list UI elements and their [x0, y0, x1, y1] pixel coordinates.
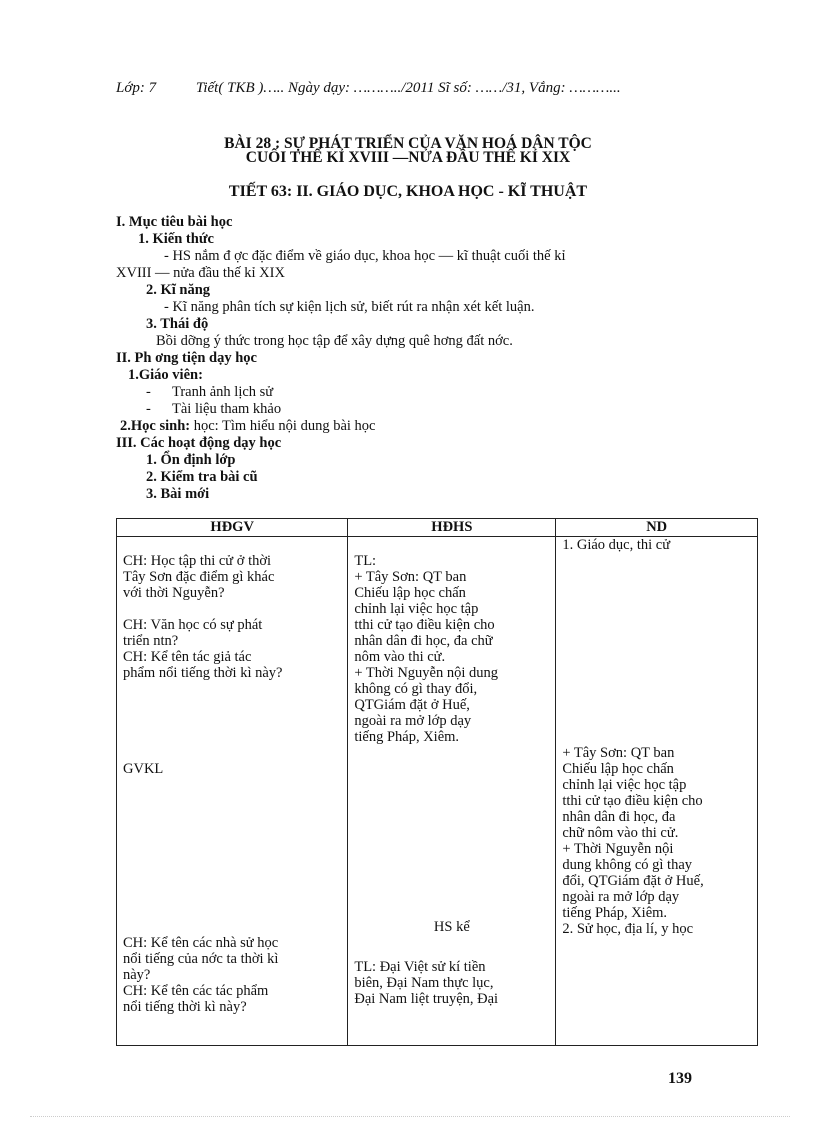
- student-cell: [348, 537, 556, 1046]
- subsection-teacher: 1.Giáo viên:: [128, 367, 203, 383]
- teacher-item: - Tài liệu tham khảo: [146, 401, 282, 417]
- teacher-questions-a: CH: Học tập thi cử ở thời Tây Sơn đặc điểm gì khác với thời Nguyễn? CH: Văn học có sự phát triển ntn? CH: Kể tên tác giả tác phẩm nổi tiếng thời kì này? GVKL: [123, 553, 283, 777]
- lesson-title-line-2: CUỐI THẾ KỈ XVIII —NỬA ĐẦU THẾ KỈ XIX: [245, 149, 571, 166]
- lesson-outline: [116, 214, 716, 503]
- subsection-skills: 2. Kĩ năng: [146, 282, 211, 298]
- activity-step: 3. Bài mới: [146, 486, 210, 502]
- student-answer-a: TL: + Tây Sơn: QT ban Chiếu lập học chấn chỉnh lại việc học tập tthi cử tạo điều kiện cho nhân dân đi học, đa chữ nôm vào thi cử. + Thời Nguyễn nội dung không có gì thay đổi, QTGiám đặt ở Huế, ngoài ra mở lớp dạy tiếng Pháp, Xiêm.: [354, 553, 498, 745]
- page-number: 139: [668, 1070, 692, 1087]
- section-materials: II. Ph ơng tiện dạy học: [116, 350, 257, 366]
- teacher-item: - Tranh ảnh lịch sử: [146, 384, 274, 400]
- attitude-text: Bồi dỡng ý thức trong học tập để xây dựng quê hơng đất nớc.: [156, 333, 513, 349]
- table-header-row: [117, 519, 758, 537]
- teacher-questions-b: CH: Kể tên các nhà sử học nổi tiếng của nớc ta thời kì này? CH: Kể tên các tác phẩm nổi tiếng thời kì này?: [123, 935, 279, 1015]
- skills-text: - Kĩ năng phân tích sự kiện lịch sử, biết rút ra nhận xét kết luận.: [164, 299, 535, 315]
- lesson-title-line-1: BÀI 28 : SỰ PHÁT TRIỂN CỦA VĂN HOÁ DÂN TỘC: [224, 135, 592, 152]
- content-cell: [556, 537, 758, 1046]
- subsection-knowledge: 1. Kiến thức: [138, 231, 214, 247]
- section-objectives: I. Mục tiêu bài học: [116, 214, 233, 230]
- lesson-activity-table: [116, 518, 758, 1046]
- content-heading-education: 1. Giáo dục, thi cử: [562, 537, 671, 553]
- subsection-attitude: 3. Thái độ: [146, 316, 209, 332]
- knowledge-text-a: - HS nắm đ ợc đặc điểm về giáo dục, khoa học — kĩ thuật cuối thế kỉ: [164, 248, 566, 264]
- content-heading-history: 2. Sử học, địa lí, y học: [562, 921, 694, 937]
- content-summary: + Tây Sơn: QT ban Chiếu lập học chấn chỉnh lại việc học tập tthi cử tạo điều kiện cho nhân dân đi học, đa chữ nôm vào thi cử. + Thời Nguyễn nội dung không có gì thay đổi, QTGiám đặt ở Huế, ngoài ra mở lớp dạy tiếng Pháp, Xiêm.: [562, 745, 704, 921]
- footer-divider: [30, 1116, 790, 1117]
- student-answer-mid: HS kể: [433, 919, 470, 935]
- period-title: TIẾT 63: II. GIÁO DỤC, KHOA HỌC - KĨ THUẬT: [228, 183, 588, 200]
- student-answer-b: TL: Đại Việt sử kí tiền biên, Đại Nam thực lục, Đại Nam liệt truyện, Đại: [354, 959, 499, 1007]
- column-header-student: HĐHS: [348, 519, 556, 537]
- activity-step: 1. Ổn định lớp: [146, 452, 236, 468]
- period-info: Tiết( TKB )….. Ngày dạy: ………../2011 Sĩ số: ……/31, Vắng: ………...: [195, 80, 621, 96]
- subsection-student: 2.Học sinh: học: Tìm hiểu nội dung bài học: [120, 418, 376, 434]
- class-label: Lớp: 7: [116, 80, 157, 96]
- table-row: [117, 537, 758, 1046]
- activity-step: 2. Kiểm tra bài cũ: [146, 469, 258, 485]
- knowledge-text-b: XVIII — nửa đầu thế kỉ XIX: [116, 265, 285, 281]
- lesson-header: [116, 80, 756, 97]
- teacher-cell: [117, 537, 348, 1046]
- column-header-teacher: HĐGV: [117, 519, 348, 537]
- column-header-content: ND: [556, 519, 758, 537]
- section-activities: III. Các hoạt động dạy học: [116, 435, 282, 451]
